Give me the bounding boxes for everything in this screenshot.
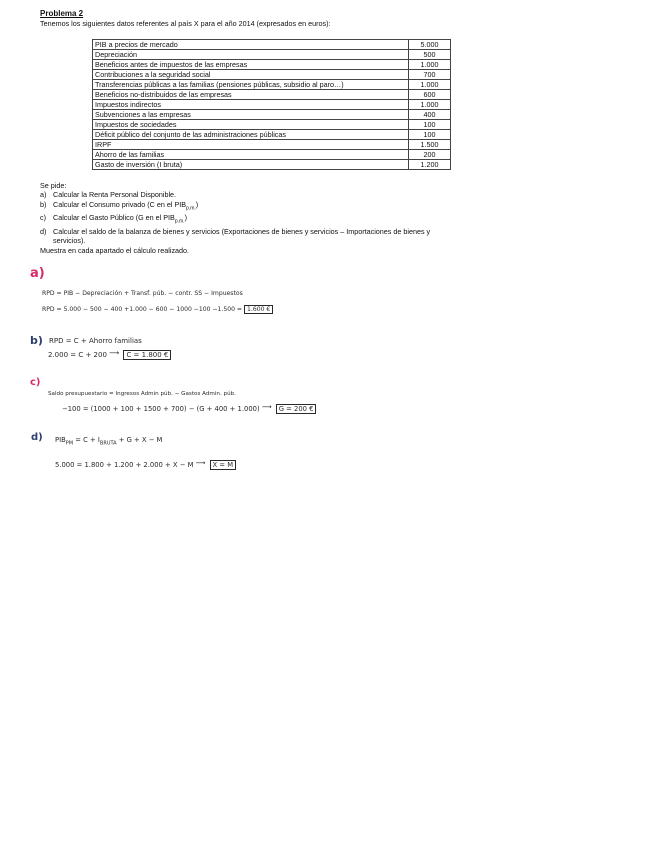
questions-intro: Se pide: [40, 181, 67, 190]
question-d: d) Calcular el saldo de la balanza de bienes y servicios (Exportaciones de bienes y servicios – Importaciones de bienes y [40, 227, 431, 237]
table-cell-label: IRPF [93, 140, 409, 150]
table-cell-value: 1.000 [409, 100, 451, 110]
table-row [93, 80, 451, 90]
answer-a-result: 1.600 € [244, 305, 273, 314]
table-row [93, 40, 451, 50]
problem-title: Problema 2 [40, 9, 84, 18]
questions-outro: Muestra en cada apartado el cálculo realizado. [40, 245, 190, 255]
data-table [92, 39, 451, 170]
table-row [93, 140, 451, 150]
table-row [93, 70, 451, 80]
answer-d-result: X = M [210, 460, 237, 470]
arrow-icon: ⟶ [261, 403, 272, 411]
questions-block [40, 181, 510, 255]
answer-c-result: G = 200 € [276, 404, 317, 414]
table-cell-value: 600 [409, 90, 451, 100]
table-cell-label: Subvenciones a las empresas [93, 110, 409, 120]
table-cell-value: 100 [409, 120, 451, 130]
table-row [93, 130, 451, 140]
answer-d-label: d) [31, 432, 43, 443]
table-row [93, 60, 451, 70]
table-row [93, 120, 451, 130]
answer-c-label: c) [30, 377, 41, 388]
table-cell-label: Impuestos de sociedades [93, 120, 409, 130]
table-cell-label: Transferencias públicas a las familias (pensiones públicas, subsidio al paro…) [93, 80, 409, 90]
table-cell-label: Contribuciones a la seguridad social [93, 70, 409, 80]
table-row [93, 160, 451, 170]
arrow-icon: ⟶ [109, 349, 120, 357]
table-row [93, 100, 451, 110]
problem-intro: Tenemos los siguientes datos referentes al país X para el año 2014 (expresados en euros): [40, 19, 331, 28]
question-a: a) Calcular la Renta Personal Disponible. [40, 190, 177, 200]
answer-a-formula: RPD = PIB − Depreciación + Transf. púb. − contr. SS − Impuestos [42, 290, 243, 297]
answer-a-label: a) [30, 266, 45, 281]
answer-b-formula: RPD = C + Ahorro familias [49, 337, 142, 345]
table-cell-label: Déficit público del conjunto de las administraciones públicas [93, 130, 409, 140]
table-cell-value: 1.000 [409, 80, 451, 90]
answer-c-calculation: −100 = (1000 + 100 + 1500 + 700) − (G + 400 + 1.000) ⟶ G = 200 € [62, 405, 316, 413]
table-cell-label: Depreciación [93, 50, 409, 60]
table-cell-value: 400 [409, 110, 451, 120]
question-b: b) Calcular el Consumo privado (C en el $PIB_{p.m.}$) [40, 199, 199, 212]
answer-b-label: b) [30, 334, 43, 347]
table-cell-label: Beneficios no-distribuidos de las empresas [93, 90, 409, 100]
table-cell-value: 500 [409, 50, 451, 60]
table-row [93, 150, 451, 160]
table-cell-label: PIB a precios de mercado [93, 40, 409, 50]
answer-c-formula: Saldo presupuestario = Ingresos Admin púb. − Gastos Admin. púb. [48, 391, 236, 397]
table-cell-value: 1.200 [409, 160, 451, 170]
question-c: c) Calcular el Gasto Público (G en el $PIB_{p.m.}$) [40, 213, 187, 225]
answer-d-calculation: 5.000 = 1.800 + 1.200 + 2.000 + X − M ⟶ X = M [55, 461, 236, 469]
table-row [93, 90, 451, 100]
table-cell-value: 200 [409, 150, 451, 160]
table-cell-value: 1.500 [409, 140, 451, 150]
table-row [93, 110, 451, 120]
table-cell-label: Ahorro de las familias [93, 150, 409, 160]
table-cell-value: 700 [409, 70, 451, 80]
answer-a-calculation: RPD = 5.000 − 500 − 400 +1.000 − 600 − 1000 −100 −1.500 = 1.600 € [42, 306, 273, 313]
table-cell-value: 5.000 [409, 40, 451, 50]
question-d-continuation: servicios). [53, 236, 86, 246]
table-cell-label: Gasto de inversión (I bruta) [93, 160, 409, 170]
table-cell-value: 1.000 [409, 60, 451, 70]
table-cell-label: Beneficios antes de impuestos de las empresas [93, 60, 409, 70]
table-cell-value: 100 [409, 130, 451, 140]
answer-b-result: C = 1.800 € [123, 350, 171, 360]
arrow-icon: ⟶ [195, 459, 206, 467]
answer-b-calculation: 2.000 = C + 200 ⟶ C = 1.800 € [48, 351, 171, 359]
table-row [93, 50, 451, 60]
table-cell-label: Impuestos indirectos [93, 100, 409, 110]
answer-d-formula: $PIB_{PM} = C + I_{BRUTA} + G + X - M$ [55, 436, 163, 447]
